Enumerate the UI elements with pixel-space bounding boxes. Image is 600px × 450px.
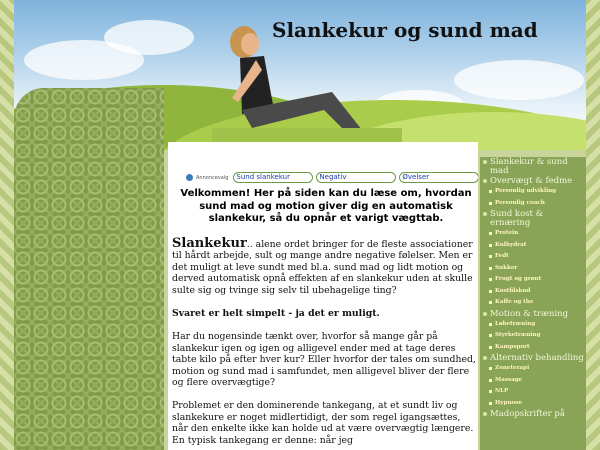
nav-section-label: Madopskrifter på [490,409,565,419]
square-bullet-icon [489,202,492,205]
nav-link[interactable] [489,297,586,309]
square-bullet-icon [489,367,492,370]
nav-link-label: Kaffe og the [495,299,534,305]
square-bullet-icon [489,255,492,258]
square-bullet-icon [489,278,492,281]
nav-link-label: Personlig udvikling [495,188,557,194]
right-nav-menu [480,157,586,450]
nav-link-label: Hypnose [495,399,522,406]
nav-link[interactable] [489,386,586,398]
nav-link-label: Sukker [495,264,518,271]
square-bullet-icon [489,232,492,235]
square-bullet-icon [489,323,492,326]
paragraph-lead: Slankekur [172,236,247,251]
square-bullet-icon [489,267,492,270]
nav-link[interactable] [489,228,586,240]
square-bullet-icon [489,390,492,393]
nav-section-heading[interactable] [480,209,586,228]
nav-link[interactable] [489,398,586,410]
nav-link[interactable] [489,342,586,354]
square-bullet-icon [489,346,492,349]
ad-link-sund-slankekur[interactable]: Sund slankekur [233,172,313,183]
paragraph-1 [172,238,476,296]
main-content [168,142,478,450]
site-title: Slankekur og sund mad [272,18,538,42]
left-decorative-panel [14,88,164,450]
bullet-icon [483,160,487,164]
nav-link-label: Fedt [495,253,509,259]
paragraph-1-text: .. alene ordet bringer for de fleste associationer til hårdt arbejde, sult og mange andre negative følelser. Men er det muligt at leve sundt med bl.a. sund mad og lidt motion og derved automatisk opnå effekten af en slankekur uden at skulle sulte sig og tvinge sig selv til ubehagelige ting? [172,239,473,296]
nav-link[interactable] [489,286,586,298]
nav-link-label: Løbetræning [495,320,536,327]
nav-section-heading[interactable] [480,309,586,319]
nav-section-heading[interactable] [480,157,586,176]
ad-label[interactable]: Annoncevalg [196,174,229,181]
nav-link-label: Kostfilskud [495,287,531,294]
paragraph-3: Har du nogensinde tænkt over, hvorfor så mange går på slankekur igen og igen og alligevel ender med at tage deres tabte kilo på efter hver kur? Eller hvorfor der tales om sundhed, motion og sund mad i samfundet, men alligevel bliver der flere og flere overvægtige? [172,331,476,389]
nav-section-heading[interactable] [480,176,586,186]
ad-link-ovelser[interactable]: Øvelser [399,172,478,183]
nav-section-label: Motion & træning [490,308,569,319]
nav-section-label: Slankekur & sund mad [490,157,568,176]
nav-link-label: Protein [495,230,519,236]
nav-link-label: Kampsport [495,343,530,350]
nav-section-label: Sund kost & ernæring [490,209,544,228]
nav-link[interactable] [489,274,586,286]
nav-link[interactable] [489,330,586,342]
nav-link-label: Kulhydrat [495,241,527,248]
ad-choices-icon[interactable] [186,174,193,181]
nav-section-heading[interactable] [480,409,586,419]
nav-link-label: Massage [495,376,523,383]
nav-link-label: Frugt og grønt [495,276,542,282]
nav-link[interactable] [489,251,586,263]
nav-section-label: Alternativ behandling [490,353,584,363]
bullet-icon [483,179,487,183]
nav-link-label: Styrketræning [495,332,541,338]
article-body [172,238,476,450]
bullet-icon [483,212,487,216]
nav-link[interactable] [489,375,586,387]
square-bullet-icon [489,402,492,405]
nav-link-label: Personlig coach [495,199,545,206]
nav-link[interactable] [489,198,586,210]
ad-link-negativ[interactable]: Negativ [316,172,396,183]
ad-bar [186,172,478,183]
paragraph-4: Problemet er den dominerende tankegang, at et sundt liv og slankekure er noget midlertidigt, der som regel igangsættes, når den enkelte ikke kan holde ud at være overvægtig længere. En typisk tankegang er denne: når jeg [172,400,474,446]
nav-link[interactable] [489,363,586,375]
square-bullet-icon [489,290,492,293]
bullet-icon [483,312,487,316]
bullet-icon [483,356,487,360]
bullet-icon [483,412,487,416]
nav-link[interactable] [489,240,586,252]
nav-link[interactable] [489,263,586,275]
nav-link[interactable] [489,186,586,198]
nav-link-label: Zoneterapi [495,365,530,371]
nav-section-label: Overvægt & fedme [490,176,573,186]
nav-link-label: NLP [495,388,509,394]
paragraph-2: Svaret er helt simpelt - ja det er muligt. [172,308,380,320]
intro-text: Velkommen! Her på siden kan du læse om, hvordan sund mad og motion giver dig en automatisk slankekur, så du opnår et varigt vægttab. [180,188,472,224]
square-bullet-icon [489,379,492,382]
nav-section-heading[interactable] [480,353,586,363]
nav-link[interactable] [489,319,586,331]
square-bullet-icon [489,301,492,304]
right-border-pattern [586,0,600,450]
left-border-pattern [0,0,14,450]
square-bullet-icon [489,334,492,337]
square-bullet-icon [489,190,492,193]
square-bullet-icon [489,244,492,247]
